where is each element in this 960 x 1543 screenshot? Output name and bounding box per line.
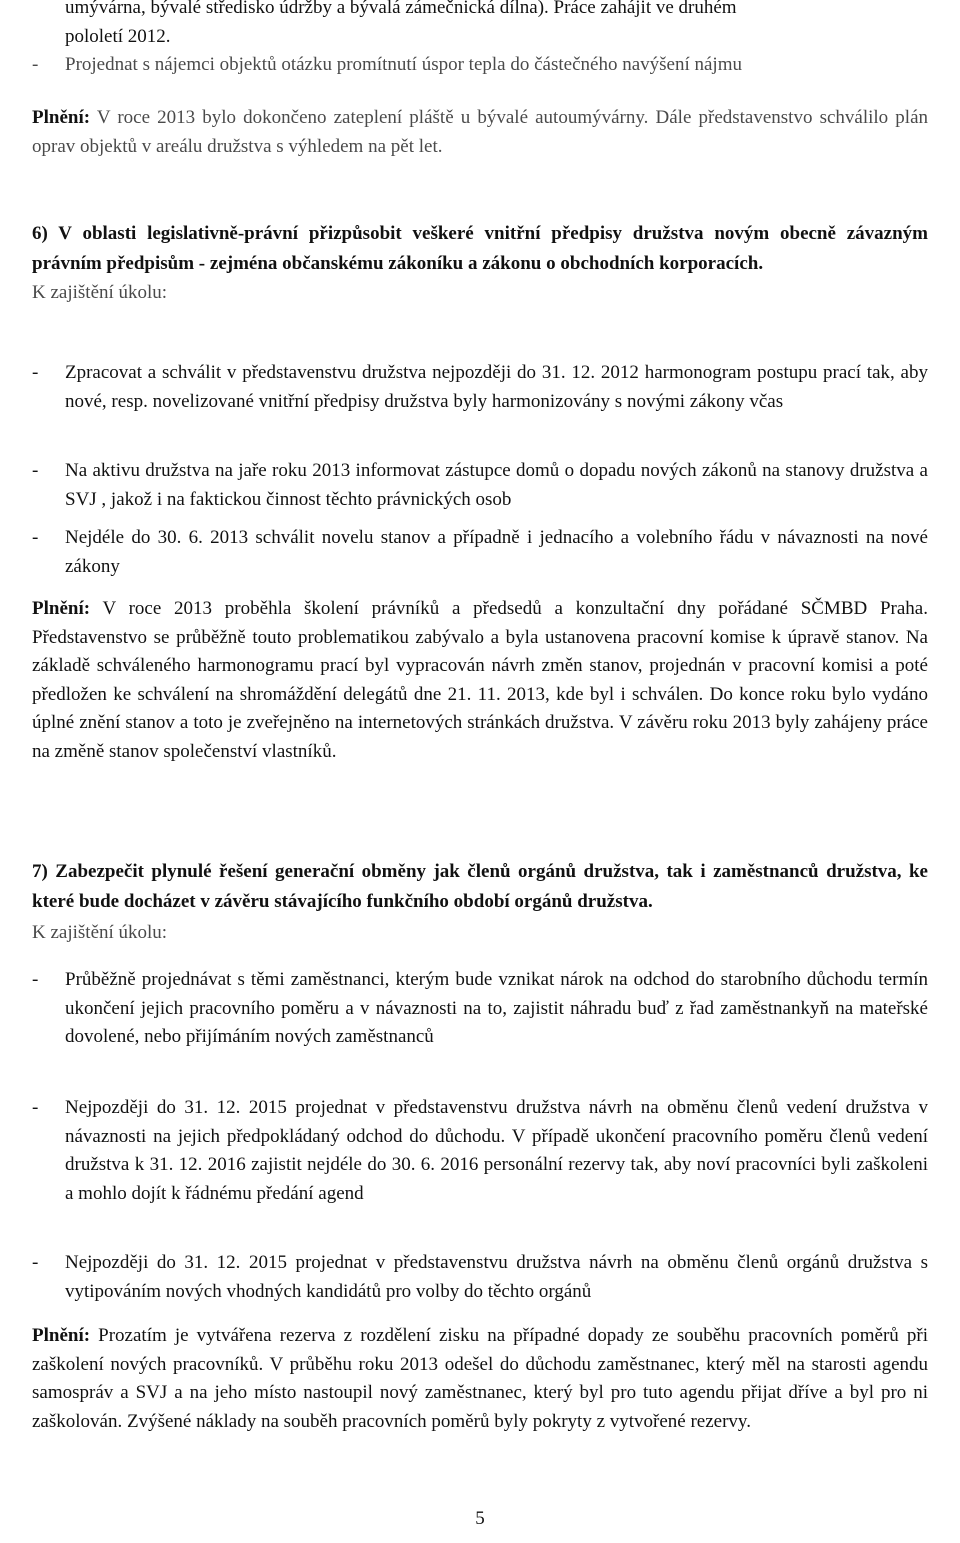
section-6 xyxy=(32,219,928,308)
bullet-text: Na aktivu družstva na jaře roku 2013 informovat zástupce domů o dopadu nových zákonů na stanovy družstva a SVJ , jakož i na faktickou činnost těchto právnických osob xyxy=(65,460,928,510)
bullet-dash: - xyxy=(32,362,39,383)
section-7-bullet-3 xyxy=(32,1249,928,1306)
bullet-text: Průběžně projednávat s těmi zaměstnanci, kterým bude vznikat nárok na odchod do starobního důchodu termín ukončení jejich pracovního poměru a v návaznosti na to, zajistit náhradu buď z řad zaměstnankyň na mateřské dovolené, nebo přijímáním nových zaměstnanců xyxy=(65,969,928,1047)
section-6-bullet-3 xyxy=(32,524,928,581)
bullet-text: Zpracovat a schválit v představenstvu družstva nejpozději do 31. 12. 2012 harmonogram postupu prací tak, aby nové, resp. novelizované vnitřní předpisy družstva byly harmonizovány s novými zákony včas xyxy=(65,362,928,412)
list-item xyxy=(32,524,928,581)
section-7-bullet-1 xyxy=(32,966,928,1052)
bullet-text: Nejpozději do 31. 12. 2015 projednat v představenstvu družstva návrh na obměnu členů orgánů družstva s vytipováním nových vhodných kandidátů pro volby do těchto orgánů xyxy=(65,1252,928,1302)
continuation-line-1: umývárna, bývalé středisko údržby a bývalá zámečnická dílna). Práce zahájit ve druhém xyxy=(65,0,737,18)
bullet-dash: - xyxy=(32,54,39,75)
section-6-heading: 6) V oblasti legislativně-právní přizpůsobit veškeré vnitřní předpisy družstva novým obecně závazným právním předpisům - zejména občanskému zákoníku a zákonu o obchodních korporacích. xyxy=(32,223,928,274)
plneni-text-a: V roce 2013 bylo dokončeno zateplení pláště u bývalé autoumývárny. xyxy=(90,107,649,128)
top-continuation xyxy=(32,0,928,80)
plneni-text: Prozatím je vytvářena rezerva z rozdělení zisku na případné dopady ze souběhu pracovních poměrů při zaškolení nových pracovníků. V průběhu roku 2013 odešel do důchodu zaměstnanec, který měl na starosti agendu samospráv a SVJ a na jeho místo nastoupil nový zaměstnanec, který byl pro tuto agendu přijat dříve a byl pro ni zaškolován. Zvýšené náklady na souběh pracovních poměrů byly pokryty z vytvořené rezervy. xyxy=(32,1325,928,1432)
section-6-bullets xyxy=(32,359,928,416)
list-item xyxy=(32,1094,928,1208)
bullet-text: Nejpozději do 31. 12. 2015 projednat v představenstvu družstva návrh na obměnu členů vedení družstva v návaznosti na jejich předpokládaný odchod do důchodu. V případě ukončení pracovního poměru členů vedení družstva k 31. 12. 2016 zajistit nejdéle do 30. 6. 2016 personální rezervy tak, aby noví pracovníci byli zaškoleni a mohlo dojít k řádnému předání agend xyxy=(65,1097,928,1204)
list-item xyxy=(32,51,928,80)
bullet-dash: - xyxy=(32,1097,39,1118)
plneni-paragraph xyxy=(32,595,928,766)
plneni-text: V roce 2013 proběhla školení právníků a předsedů a konzultační dny pořádané SČMBD Praha. Představenstvo se průběžně touto problematikou zabývalo a byla ustanovena pracovní komise k úpravě stanov. Na základě schváleného harmonogramu prací byl vypracován návrh změn stanov, projednán v pracovní komisi a poté předložen ke schválení na shromáždění delegátů dne 21. 11. 2013, kde byl i schválen. Do konce roku bylo vydáno úplné znění stanov a toto je zveřejněno na internetových stránkách družstva. V závěru roku 2013 byly zahájeny práce na změně stanov společenství vlastníků. xyxy=(32,598,928,762)
list-item xyxy=(32,359,928,416)
bullet-dash: - xyxy=(32,1252,39,1273)
bullet-text: Nejdéle do 30. 6. 2013 schválit novelu stanov a případně i jednacího a volebního řádu v návaznosti na nové zákony xyxy=(65,527,928,577)
plneni-text-b: Dále představenstvo schválilo plán oprav objektů v areálu družstva s výhledem na pět let. xyxy=(32,107,928,157)
section-7-bullet-2 xyxy=(32,1094,928,1208)
section-7-plneni xyxy=(32,1322,928,1436)
task-label: K zajištění úkolu: xyxy=(32,282,168,303)
list-item xyxy=(32,1249,928,1306)
section-6-plneni xyxy=(32,595,928,766)
plneni-paragraph xyxy=(32,104,928,161)
list-item xyxy=(32,457,928,514)
top-plneni xyxy=(32,104,928,161)
plneni-paragraph xyxy=(32,1322,928,1436)
page-number: 5 xyxy=(475,1508,485,1529)
bullet-dash: - xyxy=(32,969,39,990)
task-label: K zajištění úkolu: xyxy=(32,922,168,943)
plneni-label: Plnění: xyxy=(32,598,91,619)
section-7-heading: 7) Zabezpečit plynulé řešení generační obměny jak členů orgánů družstva, tak i zaměstnanců družstva, ke které bude docházet v závěru stávajícího funkčního období orgánů družstva. xyxy=(32,861,928,912)
plneni-label: Plnění: xyxy=(32,107,91,128)
plneni-label: Plnění: xyxy=(32,1325,91,1346)
bullet-dash: - xyxy=(32,527,39,548)
section-7 xyxy=(32,857,928,948)
bullet-dash: - xyxy=(32,460,39,481)
bullet-text: Projednat s nájemci objektů otázku promítnutí úspor tepla do částečného navýšení nájmu xyxy=(65,54,742,75)
continuation-line-2: pololetí 2012. xyxy=(65,25,171,47)
list-item xyxy=(32,966,928,1052)
section-6-bullet-2 xyxy=(32,457,928,514)
